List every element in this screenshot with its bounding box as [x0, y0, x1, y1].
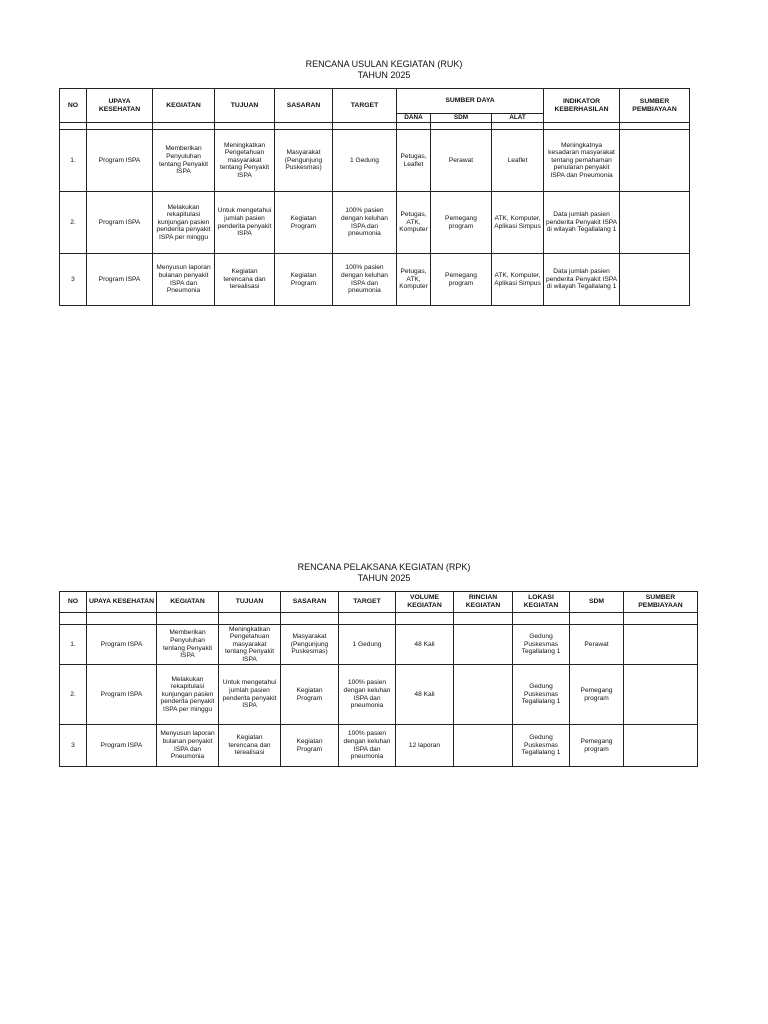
- rpk-cell-no: 2.: [60, 665, 87, 725]
- rpk-cell-tujuan: Meningkatkan Pengetahuan masyarakat tentang Penyakit ISPA: [219, 625, 281, 665]
- rpk-cell-kegiatan: Menyusun laporan bulanan penyakit ISPA dan Pneumonia: [157, 725, 219, 767]
- rpk-year-text: TAHUN 2025: [357, 573, 411, 583]
- table-row: [60, 625, 698, 665]
- rpk-header-upaya: UPAYA KESEHATAN: [87, 592, 157, 613]
- ruk-cell-sumber: [620, 192, 690, 254]
- rpk-header-sumber-pembiayaan: SUMBER PEMBIAYAAN: [624, 592, 698, 613]
- ruk-cell-sasaran: Masyarakat (Pengunjung Puskesmas): [275, 130, 333, 192]
- rpk-header-no: NO: [60, 592, 87, 613]
- rpk-cell-lokasi: Gedung Puskesmas Tegallalang 1: [513, 725, 570, 767]
- rpk-cell-lokasi: Gedung Puskesmas Tegallalang 1: [513, 625, 570, 665]
- rpk-cell-sumber: [624, 665, 698, 725]
- ruk-cell-target: 100% pasien dengan keluhan ISPA dan pneumonia: [333, 192, 397, 254]
- rpk-title-text: RENCANA PELAKSANA KEGIATAN (RPK): [297, 562, 471, 572]
- rpk-cell-sdm: Perawat: [570, 625, 624, 665]
- ruk-cell-sdm: Pemegang program: [431, 254, 492, 306]
- ruk-cell-tujuan: Untuk mengetahui jumlah pasien penderita penyakit ISPA: [215, 192, 275, 254]
- rpk-header-volume: VOLUME KEGIATAN: [396, 592, 454, 613]
- rpk-title: [0, 562, 768, 584]
- ruk-header-alat: ALAT: [492, 114, 544, 123]
- table-row: [60, 192, 690, 254]
- table-row: [60, 254, 690, 306]
- ruk-header-dana: DANA: [397, 114, 431, 123]
- rpk-cell-kegiatan: Melakukan rekapitulasi kunjungan pasien penderita penyakit ISPA per minggu: [157, 665, 219, 725]
- rpk-cell-upaya: Program ISPA: [87, 725, 157, 767]
- rpk-cell-volume: 48 Kali: [396, 665, 454, 725]
- rpk-header-sasaran: SASARAN: [281, 592, 339, 613]
- rpk-cell-tujuan: Kegiatan terencana dan terealisasi: [219, 725, 281, 767]
- ruk-cell-sdm: Pemegang program: [431, 192, 492, 254]
- ruk-title-text: RENCANA USULAN KEGIATAN (RUK): [305, 59, 463, 69]
- rpk-header-target: TARGET: [339, 592, 396, 613]
- ruk-cell-alat: ATK, Komputer, Aplikasi Simpus: [492, 254, 544, 306]
- rpk-cell-target: 100% pasien dengan keluhan ISPA dan pneumonia: [339, 665, 396, 725]
- rpk-cell-target: 1 Gedung: [339, 625, 396, 665]
- rpk-header-lokasi: LOKASI KEGIATAN: [513, 592, 570, 613]
- rpk-cell-volume: 12 laporan: [396, 725, 454, 767]
- ruk-header-sumber-daya: SUMBER DAYA: [397, 89, 544, 114]
- rpk-cell-sasaran: Masyarakat (Pengunjung Puskesmas): [281, 625, 339, 665]
- ruk-cell-kegiatan: Menyusun laporan bulanan penyakit ISPA dan Pneumonia: [153, 254, 215, 306]
- rpk-cell-upaya: Program ISPA: [87, 665, 157, 725]
- ruk-cell-sumber: [620, 254, 690, 306]
- ruk-cell-dana: Petugas, ATK, Komputer: [397, 254, 431, 306]
- ruk-cell-alat: Leaflet: [492, 130, 544, 192]
- ruk-header-sasaran: SASARAN: [275, 89, 333, 123]
- ruk-cell-no: 3: [60, 254, 87, 306]
- rpk-header-sdm: SDM: [570, 592, 624, 613]
- ruk-cell-tujuan: Meningkatkan Pengetahuan masyarakat tentang Penyakit ISPA: [215, 130, 275, 192]
- ruk-cell-target: 100% pasien dengan keluhan ISPA dan pneumonia: [333, 254, 397, 306]
- ruk-cell-indikator: Data jumlah pasien penderita Penyakit ISPA di wilayah Tegallalang 1: [544, 192, 620, 254]
- rpk-cell-rincian: [454, 625, 513, 665]
- ruk-cell-kegiatan: Memberikan Penyuluhan tentang Penyakit ISPA: [153, 130, 215, 192]
- ruk-cell-target: 1 Gedung: [333, 130, 397, 192]
- rpk-header-rincian: RINCIAN KEGIATAN: [454, 592, 513, 613]
- table-row: [60, 130, 690, 192]
- ruk-header-kegiatan: KEGIATAN: [153, 89, 215, 123]
- ruk-header-target: TARGET: [333, 89, 397, 123]
- ruk-header-no: NO: [60, 89, 87, 123]
- rpk-cell-sumber: [624, 625, 698, 665]
- ruk-cell-no: 1.: [60, 130, 87, 192]
- rpk-cell-sasaran: Kegiatan Program: [281, 725, 339, 767]
- rpk-table: [59, 591, 698, 767]
- rpk-cell-tujuan: Untuk mengetahui jumlah pasien penderita penyakit ISPA: [219, 665, 281, 725]
- ruk-cell-kegiatan: Melakukan rekapitulasi kunjungan pasien penderita penyakit ISPA per minggu: [153, 192, 215, 254]
- rpk-spacer-row: [60, 613, 698, 625]
- ruk-cell-upaya: Program ISPA: [87, 130, 153, 192]
- ruk-header-indikator: INDIKATOR KEBERHASILAN: [544, 89, 620, 123]
- ruk-cell-alat: ATK, Komputer, Aplikasi Simpus: [492, 192, 544, 254]
- ruk-cell-sdm: Perawat: [431, 130, 492, 192]
- table-row: [60, 725, 698, 767]
- ruk-cell-upaya: Program ISPA: [87, 192, 153, 254]
- rpk-cell-sumber: [624, 725, 698, 767]
- ruk-cell-no: 2.: [60, 192, 87, 254]
- ruk-header-upaya: UPAYA KESEHATAN: [87, 89, 153, 123]
- ruk-cell-sasaran: Kegiatan Program: [275, 192, 333, 254]
- ruk-cell-sumber: [620, 130, 690, 192]
- ruk-cell-indikator: Meningkatnya kesadaran masyarakat tentang pemahaman penularan penyakit ISPA dan Pneumonia: [544, 130, 620, 192]
- ruk-cell-upaya: Program ISPA: [87, 254, 153, 306]
- rpk-cell-kegiatan: Memberikan Penyuluhan tentang Penyakit ISPA: [157, 625, 219, 665]
- rpk-cell-no: 1.: [60, 625, 87, 665]
- rpk-cell-sdm: Pemegang program: [570, 725, 624, 767]
- rpk-cell-no: 3: [60, 725, 87, 767]
- ruk-cell-dana: Petugas, Leaflet: [397, 130, 431, 192]
- ruk-cell-sasaran: Kegiatan Program: [275, 254, 333, 306]
- ruk-cell-indikator: Data jumlah pasien penderita Penyakit ISPA di wilayah Tegallalang 1: [544, 254, 620, 306]
- ruk-cell-tujuan: Kegiatan terencana dan terealisasi: [215, 254, 275, 306]
- rpk-cell-rincian: [454, 665, 513, 725]
- table-row: [60, 665, 698, 725]
- rpk-cell-upaya: Program ISPA: [87, 625, 157, 665]
- rpk-header-kegiatan: KEGIATAN: [157, 592, 219, 613]
- ruk-year-text: TAHUN 2025: [357, 70, 411, 80]
- rpk-cell-volume: 48 Kali: [396, 625, 454, 665]
- ruk-header-sdm: SDM: [431, 114, 492, 123]
- ruk-table: [59, 88, 690, 306]
- ruk-header-tujuan: TUJUAN: [215, 89, 275, 123]
- rpk-cell-target: 100% pasien dengan keluhan ISPA dan pneumonia: [339, 725, 396, 767]
- ruk-title: [0, 59, 768, 81]
- ruk-spacer-row: [60, 123, 690, 130]
- rpk-header-tujuan: TUJUAN: [219, 592, 281, 613]
- ruk-header-sumber-pembiayaan: SUMBER PEMBIAYAAN: [620, 89, 690, 123]
- rpk-cell-sasaran: Kegiatan Program: [281, 665, 339, 725]
- rpk-cell-rincian: [454, 725, 513, 767]
- rpk-cell-lokasi: Gedung Puskesmas Tegallalang 1: [513, 665, 570, 725]
- rpk-cell-sdm: Pemegang program: [570, 665, 624, 725]
- ruk-cell-dana: Petugas, ATK, Komputer: [397, 192, 431, 254]
